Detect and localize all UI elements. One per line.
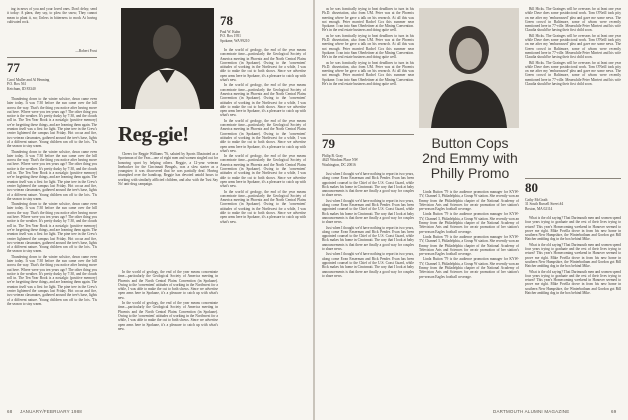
right-page	[315, 0, 628, 420]
portrait-icon	[419, 8, 519, 128]
col4-body: Just when I thought we'd have nothing to report in two years, along come Evan Enserman and Rick Pender. Evan has been appointed counsel to the Chief of the U.S. Coast Guard, while Rick makes his home in Cincinnati. The way that I look at baby announcements is that there are finally a good way for couples to share news. Just when I thought we'd have nothing to report in two years, along come Evan Enserman and Rick Pender. Evan has been appointed counsel to the Chief of the U.S. Coast Guard, while Rick makes his home in Cincinnati. The way that I look at baby announcements is that there are finally a good way for couples to share news. Just when I thought we'd have nothing to report in two years, along come Evan Enserman and Rick Pender. Evan has been appointed counsel to the Chief of the U.S. Coast Guard, while Rick makes his home in Cincinnati. The way that I look at baby announcements is that there are finally a good way for couples to share news. Just when I thought we'd have nothing to report in two years, along come Evan Enserman and Rick Pender. Evan has been appointed counsel to the Chief of the U.S. Coast Guard, while Rick makes his home in Cincinnati. The way that I look at baby announcements is that there are finally a good way for couples to share news.	[322, 172, 414, 278]
intro-text: ing in news of you and your loved ones. Don't delay; send it today: A plaea, they say, to plow the snow; They cannot mean to plant it, no; Unless in bitterness to mock At having cultivated rock.	[7, 7, 97, 24]
right-footer-title: DARTMOUTH ALUMNI MAGAZINE	[493, 409, 570, 414]
col2-lower-body: In the world of geology, the end of the year means concentrate time—particularly the Geological Society of America meeting in Phoenix and the North Central Plains Convention (in Spokane). Owing to the 'convenient' attitudes of working in the Northwest for a while, I was able to make the cut to both shows. Since we advertise open arms here in Spokane, it's a pleasure to catch up with what's new. In the world of geology, the end of the year means concentrate time—particularly the Geological Society of America meeting in Phoenix and the North Central Plains Convention (in Spokane). Owing to the 'convenient' attitudes of working in the Northwest for a while, I was able to make the cut to both shows. Since we advertise open arms here in Spokane, it's a pleasure to catch up with what's new.	[118, 270, 218, 331]
secretary-address-78: Paul W. Kuhn P.O. Box 1951 Spokane, WA 99210	[220, 30, 250, 43]
col1-intro	[7, 7, 97, 45]
left-page-number: 68	[7, 409, 13, 414]
divider	[322, 134, 414, 135]
divider	[525, 178, 621, 179]
col1-text: Thundering down to the winter solstice, dawn came even later today. It was 7:30 before the sun came over the hill across the way. That's the thing you notice after having move out here. Where were you ten years ago? The other thing you notice is the weather. It's pretty dusky by 7:30, and the clouds roll in. The Ten Year Book is a nostalgic (positive memory) we're forgetting these things, and are learning them again. The reunion itself was a first for light. The pine tree in the Crew's center lightened the campus last Friday. Hot cocoa and fire, two veteran classmates, gathered around the tree's base, lights of a different nature. Young children ran off to the lots. 'Tis the season to stay warm.	[7, 97, 97, 149]
secretary-address-77: Carol Muller and Al Henning P.O. Box 561 Ketchum, ID 83340	[7, 78, 50, 91]
reggie-box-text: Cheers for Reggie Williams '76, saluted by Sports Illustrated as a Sportsman of the Year—one of eight men and women singled out for honoring sport by helping others. Reggie, a 12-year veteran linebacker for the Cincinnati Bengals, was a slow starter as a youngster; it was discovered that he was partially deaf. Having triumphed over the handicap, Reggie has devoted untold hours to working with similarly afflicted children, and also with the 'Just Say No' anti-drug campaign.	[118, 152, 218, 187]
right-page-number: 69	[611, 409, 617, 414]
secretary-address-80: Cathy McGrath 31 South Russell Street #4 Boston, MA 02114	[525, 198, 564, 211]
left-page	[0, 0, 313, 420]
col3-body: as he was frantically trying to beat deadlines to turn in his Ph.D. dissertation, also from UM. Peter was at the Phoenix meeting where he gave a talk on his research. At all this was not enough. Peter married Rachel Cox this summer near Spokane. I ran into Sam Oberleitner at the Mining Convention. He's in the real estate business and doing quite well. as he was frantically trying to beat deadlines to turn in his Ph.D. dissertation, also from UM. Peter was at the Phoenix meeting where he gave a talk on his research. At all this was not enough. Peter married Rachel Cox this summer near Spokane. I ran into Sam Oberleitner at the Mining Convention. He's in the real estate business and doing quite well. as he was frantically trying to beat deadlines to turn in his Ph.D. dissertation, also from UM. Peter was at the Phoenix meeting where he gave a talk on his research. At all this was not enough. Peter married Rachel Cox this summer near Spokane. I ran into Sam Oberleitner at the Mining Convention. He's in the real estate business and doing quite well.	[322, 7, 414, 87]
button-photo	[419, 8, 519, 128]
button-box-text: Linda Button '79 is the audience promotion manager for KYW-TV, Channel 3, Philadelphia, a Group W station. She recently won an Emmy from the Philadelphia chapter of the National Academy of Television Arts and Sciences for on-air promotion of her station's pre-season Eagles football coverage. Linda Button '79 is the audience promotion manager for KYW-TV, Channel 3, Philadelphia, a Group W station. She recently won an Emmy from the Philadelphia chapter of the National Academy of Television Arts and Sciences for on-air promotion of her station's pre-season Eagles football coverage. Linda Button '79 is the audience promotion manager for KYW-TV, Channel 3, Philadelphia, a Group W station. She recently won an Emmy from the Philadelphia chapter of the National Academy of Television Arts and Sciences for on-air promotion of her station's pre-season Eagles football coverage. Linda Button '79 is the audience promotion manager for KYW-TV, Channel 3, Philadelphia, a Group W station. She recently won an Emmy from the Philadelphia chapter of the National Academy of Television Arts and Sciences for on-air promotion of her station's pre-season Eagles football coverage.	[419, 190, 519, 279]
col5-body: Bill Hicks. The Grainges will be overseas for at least one year while Dave does some postdoctoral work. Tom O'Neill took pity on me after my 'embarrassed' plea and gave me some news. The Green crowd in Baltimore, some of whom were recently mentioned here in 77-ville. Meanwhile Peter Mirrieri and his wife Claudia should be having their first child soon. Bill Hicks. The Grainges will be overseas for at least one year while Dave does some postdoctoral work. Tom O'Neill took pity on me after my 'embarrassed' plea and gave me some news. The Green crowd in Baltimore, some of whom were recently mentioned here in 77-ville. Meanwhile Peter Mirrieri and his wife Claudia should be having their first child soon. Bill Hicks. The Grainges will be overseas for at least one year while Dave does some postdoctoral work. Tom O'Neill took pity on me after my 'embarrassed' plea and gave me some news. The Green crowd in Baltimore, some of whom were recently mentioned here in 77-ville. Meanwhile Peter Mirrieri and his wife Claudia should be having their first child soon.	[525, 7, 621, 87]
col2-body: In the world of geology, the end of the year means concentrate time—particularly the Geological Society of America meeting in Phoenix and the North Central Plains Convention (in Spokane). Owing to the 'convenient' attitudes of working in the Northwest for a while, I was able to make the cut to both shows. Since we advertise open arms here in Spokane, it's a pleasure to catch up with what's new. In the world of geology, the end of the year means concentrate time—particularly the Geological Society of America meeting in Phoenix and the North Central Plains Convention (in Spokane). Owing to the 'convenient' attitudes of working in the Northwest for a while, I was able to make the cut to both shows. Since we advertise open arms here in Spokane, it's a pleasure to catch up with what's new. In the world of geology, the end of the year means concentrate time—particularly the Geological Society of America meeting in Phoenix and the North Central Plains Convention (in Spokane). Owing to the 'convenient' attitudes of working in the Northwest for a while, I was able to make the cut to both shows. Since we advertise open arms here in Spokane, it's a pleasure to catch up with what's new. In the world of geology, the end of the year means concentrate time—particularly the Geological Society of America meeting in Phoenix and the North Central Plains Convention (in Spokane). Owing to the 'convenient' attitudes of working in the Northwest for a while, I was able to make the cut to both shows. Since we advertise open arms here in Spokane, it's a pleasure to catch up with what's new. In the world of geology, the end of the year means concentrate time—particularly the Geological Society of America meeting in Phoenix and the North Central Plains Convention (in Spokane). Owing to the 'convenient' attitudes of working in the Northwest for a while, I was able to make the cut to both shows. Since we advertise open arms here in Spokane, it's a pleasure to catch up with what's new.	[220, 48, 306, 224]
class-number-80: 80	[525, 180, 538, 195]
class-number-78: 78	[220, 13, 233, 28]
reggie-photo	[121, 8, 214, 109]
divider	[7, 57, 97, 58]
intro-signature: —Robert Frost	[75, 49, 97, 53]
portrait-icon	[121, 8, 214, 109]
button-headline: Button Cops 2nd Emmy with Philly Promo	[422, 135, 518, 181]
class-number-79: 79	[322, 136, 335, 151]
secretary-address-79: Philip B. Gray 4625 Windom Place NW Washington, DC 20016	[322, 154, 359, 167]
class-number-77: 77	[7, 60, 20, 75]
col6-body: What is the old saying? That Dartmouth men and women spend four years trying to graduate and the rest of their lives trying to return? This year's Homecoming weekend in Hanover seemed to prove me right. Mike Povilla drove in from his new home in southern New Hampshire, the Winterbotham and Gordon got Bill Hatcher ambling dog in the box behind Mike. What is the old saying? That Dartmouth men and women spend four years trying to graduate and the rest of their lives trying to return? This year's Homecoming weekend in Hanover seemed to prove me right. Mike Povilla drove in from his new home in southern New Hampshire, the Winterbotham and Gordon got Bill Hatcher ambling dog in the box behind Mike. What is the old saying? That Dartmouth men and women spend four years trying to graduate and the rest of their lives trying to return? This year's Homecoming weekend in Hanover seemed to prove me right. Mike Povilla drove in from his new home in southern New Hampshire, the Winterbotham and Gordon got Bill Hatcher ambling dog in the box behind Mike.	[525, 216, 621, 296]
col1-body: Thundering down to the winter solstice, dawn came even later today. It was 7:30 before the sun came over the hill across the way. That's the thing you notice after having move out here. Where were you ten years ago? The other thing you notice is the weather. It's pretty dusky by 7:30, and the clouds roll in. The Ten Year Book is a nostalgic (positive memory) we're forgetting these things, and are learning them again. The reunion itself was a first for light. The pine tree in the Crew's center lightened the campus last Friday. Hot cocoa and fire, two veteran classmates, gathered around the tree's base, lights of a different nature. Young children ran off to the lots. 'Tis the season to stay warm. Thundering down to the winter solstice, dawn came even later today. It was 7:30 before the sun came over the hill across the way. That's the thing you notice after having move out here. Where were you ten years ago? The other thing you notice is the weather. It's pretty dusky by 7:30, and the clouds roll in. The Ten Year Book is a nostalgic (positive memory) we're forgetting these things, and are learning them again. The reunion itself was a first for light. The pine tree in the Crew's center lightened the campus last Friday. Hot cocoa and fire, two veteran classmates, gathered around the tree's base, lights of a different nature. Young children ran off to the lots. 'Tis the season to stay warm. Thundering down to the winter solstice, dawn came even later today. It was 7:30 before the sun came over the hill across the way. That's the thing you notice after having move out here. Where were you ten years ago? The other thing you notice is the weather. It's pretty dusky by 7:30, and the clouds roll in. The Ten Year Book is a nostalgic (positive memory) we're forgetting these things, and are learning them again. The reunion itself was a first for light. The pine tree in the Crew's center lightened the campus last Friday. Hot cocoa and fire, two veteran classmates, gathered around the tree's base, lights of a different nature. Young children ran off to the lots. 'Tis the season to stay warm. Thundering down to the winter solstice, dawn came even later today. It was 7:30 before the sun came over the hill across the way. That's the thing you notice after having move out here. Where were you ten years ago? The other thing you notice is the weather. It's pretty dusky by 7:30, and the clouds roll in. The Ten Year Book is a nostalgic (positive memory) we're forgetting these things, and are learning them again. The reunion itself was a first for light. The pine tree in the Crew's center lightened the campus last Friday. Hot cocoa and fire, two veteran classmates, gathered around the tree's base, lights of a different nature. Young children ran off to the lots. 'Tis the season to stay warm.	[7, 97, 97, 306]
reggie-headline: Reg-gie!	[118, 122, 189, 146]
left-footer-issue: JANUARY/FEBRUARY 1988	[20, 409, 82, 414]
